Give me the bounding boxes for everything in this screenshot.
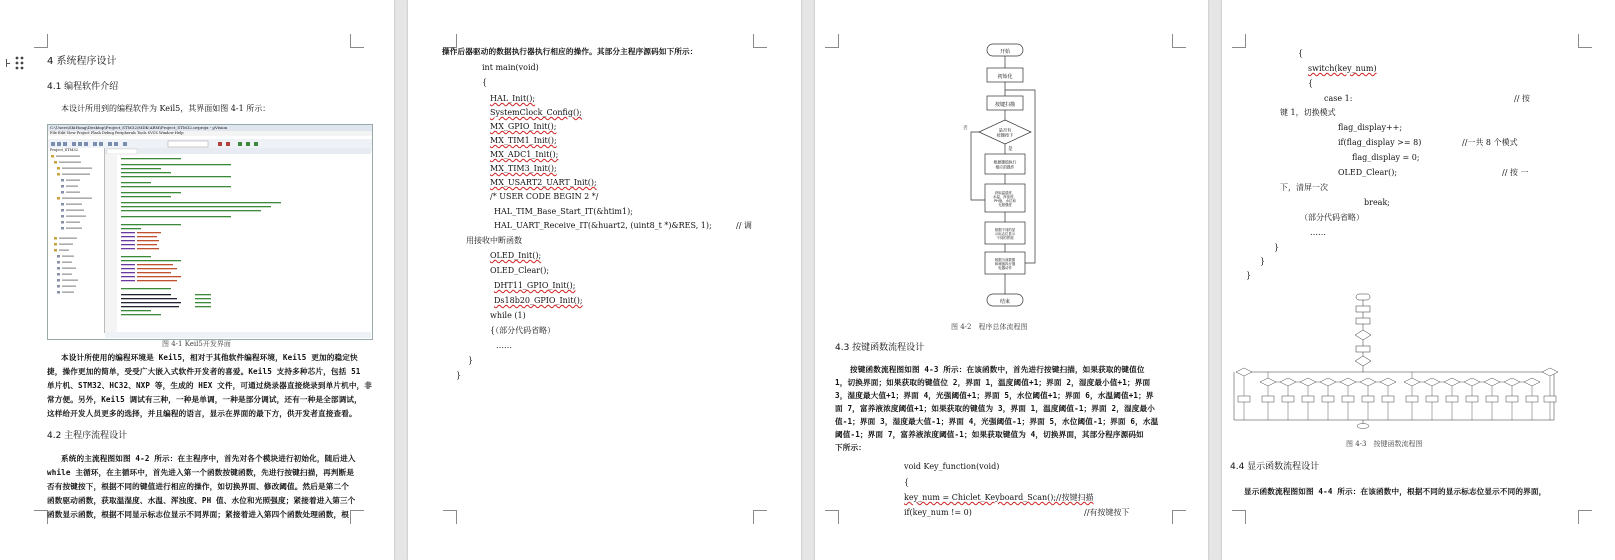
- document-page-2: [408, 0, 801, 560]
- code-line: {（部分代码省略）: [490, 326, 556, 335]
- code-line: OLED_Clear();: [1338, 168, 1398, 177]
- crop-mark: [1232, 34, 1246, 48]
- crop-mark: [1578, 510, 1592, 524]
- crop-mark: [753, 34, 767, 48]
- paragraph-line: 这样给开发人员更多的选择，并且编程的语言，显示在界面的最下方，供开发者直接查看。: [47, 409, 357, 418]
- code-line: switch(key_num): [1308, 64, 1377, 73]
- code-line: {: [1308, 79, 1314, 88]
- paragraph-line: while 主循环，在主循环中，首先进入第一个函数按键函数，先进行按键扫描，再判断是: [47, 468, 355, 477]
- paragraph-line: 按键函数流程图如图 4-3 所示：在该函数中，首先进行按键扫描，如果获取的键值位: [850, 365, 1145, 374]
- main-flowchart: [955, 40, 1085, 310]
- code-line: void Key_function(void): [904, 462, 1000, 471]
- code-line: （部分代码省略）: [1300, 213, 1364, 222]
- code-comment: 下，清屏一次: [1280, 183, 1328, 192]
- paragraph-line: 下所示：: [835, 443, 866, 452]
- code-line: {: [904, 478, 910, 487]
- code-line: HAL_TIM_Base_Start_IT(&htim1);: [494, 207, 633, 216]
- code-line: if(flag_display >= 8): [1338, 138, 1422, 147]
- section-heading-4-3: 4.3 按键函数流程设计: [835, 343, 925, 353]
- code-line: SystemClock_Config();: [490, 108, 582, 117]
- code-line: }: [456, 371, 462, 380]
- paragraph-line: 1，切换界面；如果获取的键值位 2，界面 1，温度阈值+1；界面 2，湿度最小值+1；界面: [835, 378, 1151, 387]
- paragraph: 操作后器驱动的数据执行器执行相应的操作。其部分主程序源码如下所示：: [442, 47, 698, 56]
- code-line: ……: [496, 341, 512, 350]
- code-line: {: [482, 78, 488, 87]
- section-heading-4-4: 4.4 显示函数流程设计: [1230, 462, 1320, 472]
- paragraph-line: 单片机、STM32、HC32、NXP 等，生成的 HEX 文件，可通过烧录器直接烧录到单片机中，非: [47, 381, 373, 390]
- ide-titlebar: C:\Users\ShiHong\Desktop\Project_STM32\MDK-ARM\Project_STM32.uvprojx - µVision: [48, 125, 372, 131]
- paragraph-line: 面 7，富养液浓度阈值+1；如果获取的键值为 3，界面 1，温度阈值-1；界面 2，湿度最小: [835, 404, 1155, 413]
- paragraph-line: 否有按键按下，根据不同的键值进行相应的操作，如切换界面、修改阈值。然后是第二个: [47, 482, 350, 491]
- code-line: HAL_Init();: [490, 94, 536, 103]
- code-line: flag_display++;: [1338, 123, 1403, 132]
- code-line: break;: [1364, 198, 1390, 207]
- drag-handle-icon[interactable]: [6, 56, 26, 70]
- code-line: flag_display = 0;: [1352, 153, 1420, 162]
- document-page-3: [815, 0, 1208, 560]
- ide-project-tree: [48, 153, 104, 323]
- ide-project-title: Project_STM32: [50, 148, 78, 152]
- code-comment: // 按 一: [1502, 168, 1529, 177]
- code-line: {: [1298, 49, 1304, 58]
- figure-caption-4-3: 图 4-3 按键函数流程图: [1346, 440, 1423, 448]
- code-line: OLED_Clear();: [490, 266, 550, 275]
- code-line: HAL_UART_Receive_IT(&huart2, (uint8_t *)&RES, 1);: [494, 221, 712, 230]
- crop-mark: [34, 510, 48, 524]
- flow-label-get-data: 获取温湿度、水温、浑浊度、 PH值、水位和光照强度: [993, 190, 1017, 208]
- code-line: }: [1246, 271, 1252, 280]
- code-comment: //有按键按下: [1084, 508, 1130, 517]
- figure-caption-4-2: 图 4-2 程序总体流程图: [951, 323, 1028, 331]
- code-comment: 键 1，切换模式: [1280, 108, 1336, 117]
- code-comment: // 调: [736, 221, 752, 230]
- crop-mark: [1232, 510, 1246, 524]
- crop-mark: [443, 510, 457, 524]
- flow-label-no: 否: [963, 126, 968, 131]
- code-line: while (1): [490, 311, 526, 320]
- code-line: MX_TIM1_Init();: [490, 136, 557, 145]
- paragraph-line: 阈值-1；界面 7，富养液浓度阈值-1；如果获取键值为 4，切换界面，其部分程序源码如: [835, 430, 1144, 439]
- flow-label-end: 结束: [999, 299, 1011, 305]
- keil-ide-screenshot: [47, 124, 373, 340]
- flow-label-yes: 是: [1008, 147, 1013, 152]
- paragraph-line: 函数驱动函数，获取温湿度、水温、浑浊度、PH 值、水位和光照强度；紧接着进入第三个: [47, 496, 356, 505]
- chapter-heading: 4 系统程序设计: [47, 56, 117, 67]
- code-line: MX_TIM3_Init();: [490, 164, 557, 173]
- code-line: ……: [1310, 228, 1326, 237]
- crop-mark: [1578, 34, 1592, 48]
- crop-mark: [350, 34, 364, 48]
- crop-mark: [1172, 34, 1186, 48]
- flow-label-start: 开始: [999, 49, 1011, 55]
- code-line: }: [1274, 243, 1280, 252]
- section-heading-4-2: 4.2 主程序流程设计: [47, 431, 128, 441]
- document-page-4: [1222, 0, 1615, 560]
- flow-label-decision: 是否有按键按下: [996, 127, 1014, 138]
- code-comment: // 按: [1514, 94, 1530, 103]
- section-heading-4-1: 4.1 编程软件介绍: [47, 82, 119, 92]
- crop-mark: [825, 34, 839, 48]
- paragraph-line: 值-1；界面 3，湿度最大值-1；界面 4，光强阈值-1；界面 5，水位阈值-1；界面 6，水温: [835, 417, 1159, 426]
- paragraph-line: 捷，操作更加的简单，受受广大嵌入式软件开发者的喜爱。Keil5 支持多种芯片，包括 51: [47, 367, 361, 376]
- document-page-1: [0, 0, 394, 560]
- flow-label-key-scan: 按键扫描: [994, 102, 1016, 108]
- code-line: }: [468, 356, 474, 365]
- flow-label-init: 初始化: [997, 74, 1013, 80]
- code-comment: 用接收中断函数: [466, 236, 522, 245]
- code-line: key_num = Chiclet_Keyboard_Scan();//按键扫描: [904, 493, 1094, 502]
- code-line: /* USER CODE BEGIN 2 */: [490, 192, 599, 201]
- figure-caption-4-1: 图 4-1 Keil5开发界面: [162, 340, 231, 348]
- paragraph-line: 本设计所使用的编程环境是 Keil5，相对于其他软件编程环境，Keil5 更加的稳定快: [61, 353, 358, 362]
- crop-mark: [34, 34, 48, 48]
- paragraph: 本设计所用到的编程软件为 Keil5，其界面如图 4-1 所示：: [61, 104, 271, 113]
- paragraph-line: 3，湿度最大值+1；界面 4，光强阈值+1；界面 5，水位阈值+1；界面 6，水温阈值+1；界: [835, 391, 1154, 400]
- crop-mark: [1172, 510, 1186, 524]
- code-line: OLED_Init();: [490, 251, 542, 260]
- ide-project-panel: [48, 148, 105, 333]
- code-line: case 1:: [1324, 94, 1353, 103]
- code-line: MX_USART2_UART_Init();: [490, 178, 597, 187]
- flow-label-handle-key: 根据键值执行相应的操作: [993, 159, 1017, 170]
- code-line: Ds18b20_GPIO_Init();: [494, 296, 583, 305]
- code-line: int main(void): [482, 63, 539, 72]
- paragraph-line: 函数显示函数，根据不同显示标志位显示不同界面；紧接着进入第四个函数处理函数，根: [47, 510, 350, 519]
- paragraph-line: 系统的主流程图如图 4-2 所示：在主程序中，首先对各个模块进行初始化，随后进入: [61, 454, 356, 463]
- key-function-flowchart: [1232, 292, 1572, 432]
- code-line: DHT11_GPIO_Init();: [494, 281, 576, 290]
- crop-mark: [825, 510, 839, 524]
- crop-mark: [753, 510, 767, 524]
- code-comment: //一共 8 个模式: [1462, 138, 1518, 147]
- crop-mark: [350, 510, 364, 524]
- flow-label-relay: 根据当前数据和阈值执行继电器动作: [994, 257, 1016, 271]
- code-line: MX_ADC1_Init();: [490, 150, 559, 159]
- code-line: if(key_num != 0): [904, 508, 972, 517]
- flow-label-display: 根据不同的显示标志位显示不同的界面: [994, 227, 1016, 241]
- paragraph-line: 常方便。另外，Keil5 调试有三种，一种是单调，一种是部分调试，还有一种是全部调试，: [47, 395, 362, 404]
- paragraph-line: 显示函数流程图如图 4-4 所示：在该函数中，根据不同的显示标志位显示不同的界面，: [1244, 487, 1547, 496]
- ide-menubar: File Edit View Project Flash Debug Peripherals Tools SVCS Window Help: [48, 131, 372, 136]
- code-line: }: [1260, 257, 1266, 266]
- ide-code-editor: [105, 148, 371, 338]
- code-line: MX_GPIO_Init();: [490, 122, 557, 131]
